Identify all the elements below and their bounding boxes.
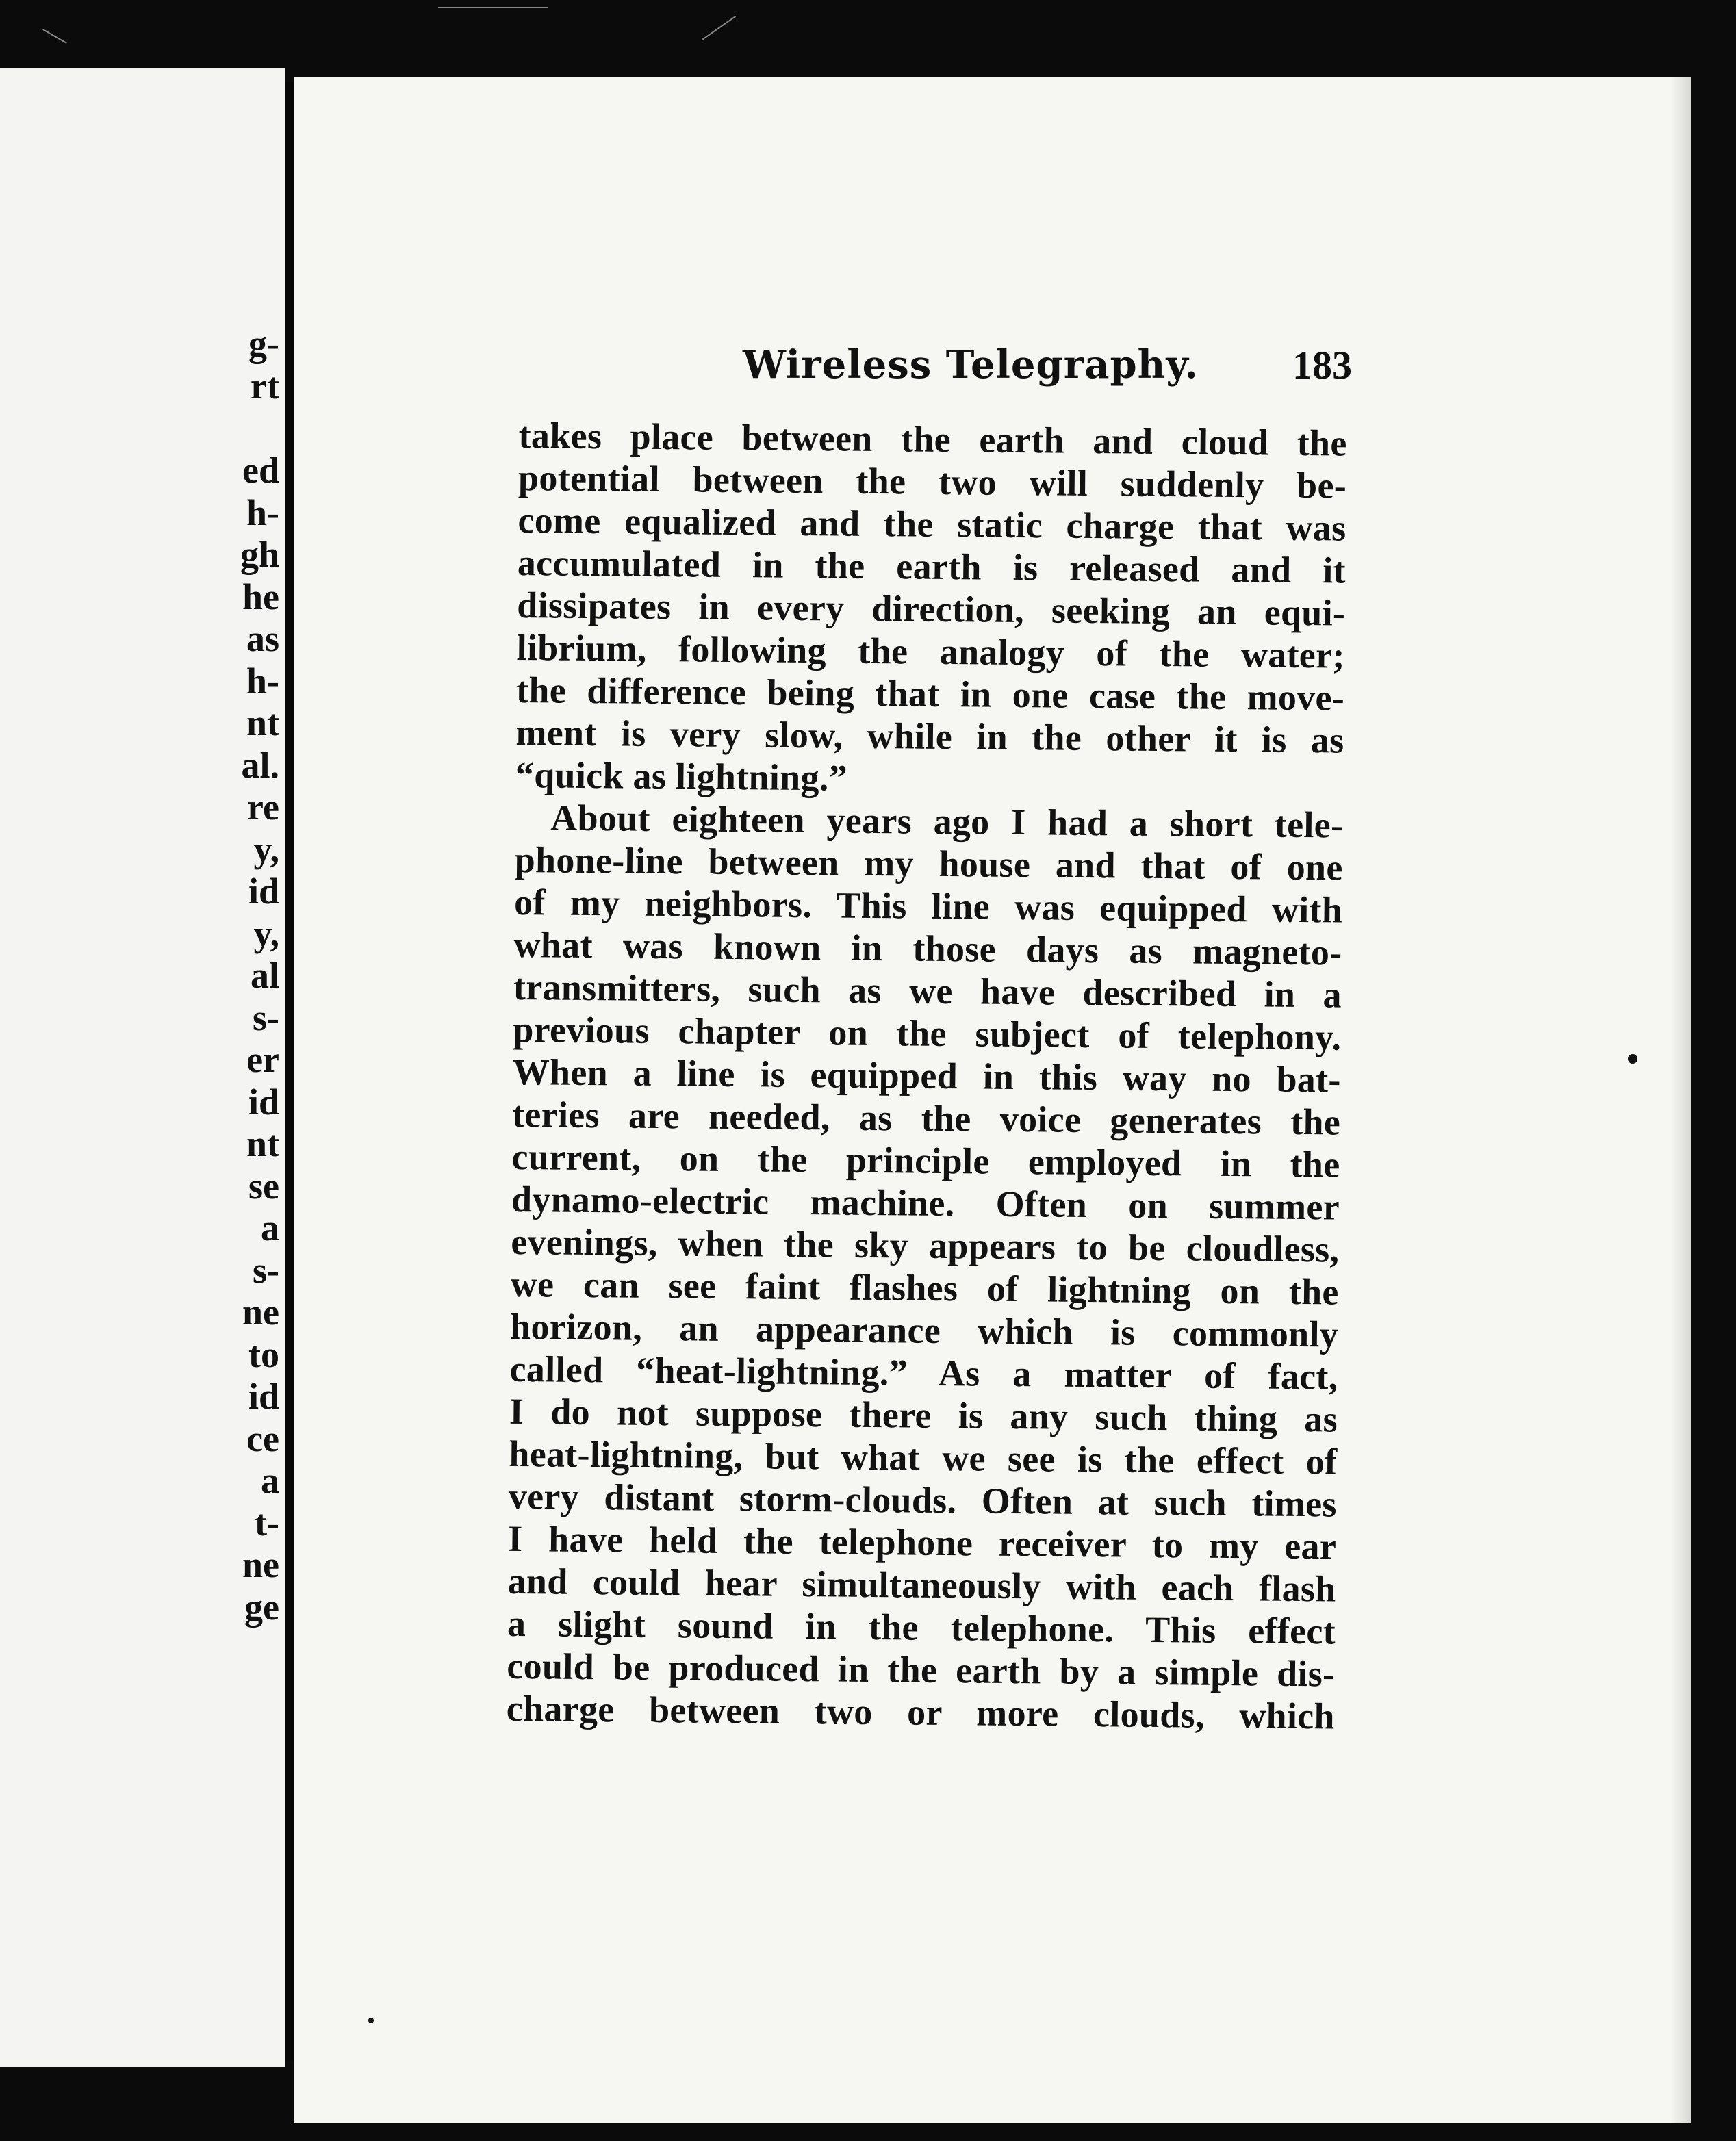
left-page-fragment: s- [253,997,279,1038]
text-line: accumulated in the earth is released and it [517,541,1346,591]
text-line: and could hear simultaneously with each flash [507,1560,1336,1610]
left-page-fragment: ge [244,1586,279,1628]
text-line: heat-lightning, but what we see is the effect of [509,1433,1338,1483]
text-line: called “heat-lightning.” As a matter of fact, [509,1348,1338,1398]
ink-speck [1628,1054,1637,1064]
text-line: potential between the two will suddenly be- [518,457,1347,507]
left-page-fragment: id [248,871,279,912]
running-title: Wireless Telegraphy. [743,342,1199,387]
left-page-fragment: al. [241,744,279,786]
text-line: evenings, when the sky appears to be cloudless, [511,1220,1340,1270]
page-edge-shadow [1670,77,1691,2123]
text-line: a slight sound in the telephone. This effect [507,1602,1336,1652]
left-page-fragment: h- [246,491,279,533]
text-line: of my neighbors. This line was equipped with [513,881,1343,931]
body-text [507,414,1347,1738]
ink-speck [368,2018,374,2023]
left-page-fragment: nt [246,1123,279,1164]
left-page-fragment: y, [253,828,279,870]
text-line: we can see faint flashes of lightning on the [510,1263,1340,1313]
left-page-fragment: ne [242,1292,279,1333]
left-page-fragment: g- [248,323,279,364]
left-page-fragment: rt [251,365,279,407]
text-line: current, on the principle employed in the [511,1136,1340,1185]
left-page-fragment: h- [246,660,279,702]
text-line: About eighteen years ago I had a short tele- [550,797,1344,846]
text-line: When a line is equipped in this way no bat- [512,1051,1342,1101]
text-line: what was known in those days as magneto- [513,923,1342,973]
left-page-fragment: ed [242,450,279,491]
text-line: dynamo-electric machine. Often on summer [511,1178,1340,1228]
text-line: takes place between the earth and cloud the [518,414,1347,464]
left-page-fragment: nt [246,702,279,743]
left-page-fragment: as [246,618,279,659]
left-page-fragment: se [248,1165,279,1207]
left-page-fragment: y, [253,912,279,954]
left-page-fragment: t- [255,1502,279,1543]
left-page-fragment: er [246,1039,279,1080]
text-line: ment is very slow, while in the other it is as [515,711,1344,761]
left-page-fragment: s- [253,1249,279,1291]
text-line: “quick as lightning.” [515,754,848,799]
text-line: previous chapter on the subject of telephony. [513,1008,1342,1058]
text-line: horizon, an appearance which is commonly [509,1305,1339,1355]
text-line: I have held the telephone receiver to my ear [507,1517,1337,1567]
left-page-fragment: a [261,1207,279,1248]
text-line: I do not suppose there is any such thing as [509,1390,1338,1440]
text-line: teries are needed, as the voice generates the [511,1093,1341,1143]
text-line: come equalized and the static charge that was [518,499,1346,549]
running-head [743,342,1352,390]
text-line: dissipates in every direction, seeking an equi- [517,584,1346,634]
left-page-fragment: gh [240,534,279,575]
left-page-fragment: id [248,1081,279,1123]
left-page-fragment: a [261,1460,279,1501]
left-page-fragment: ce [246,1418,279,1459]
page-number: 183 [1292,343,1352,387]
left-page-fragment: to [248,1333,279,1375]
scan-scratch [438,7,548,8]
left-page-fragment: ne [242,1544,279,1585]
text-line: librium, following the analogy of the water; [516,626,1345,676]
left-page-fragment: id [248,1376,279,1417]
left-page-fragment: al [250,955,279,996]
text-line: could be produced in the earth by a simple dis- [507,1645,1336,1695]
text-line: transmitters, such as we have described in a [513,966,1342,1016]
text-line: the difference being that in one case the move- [515,669,1345,719]
text-line: very distant storm-clouds. Often at such times [508,1475,1338,1525]
left-page-fragment: re [247,786,279,828]
left-page-fragment: he [242,576,279,617]
page-gutter [285,82,294,2060]
text-line: phone-line between my house and that of one [514,838,1343,888]
text-line: charge between two or more clouds, which [506,1687,1336,1737]
left-facing-page [0,68,285,2067]
